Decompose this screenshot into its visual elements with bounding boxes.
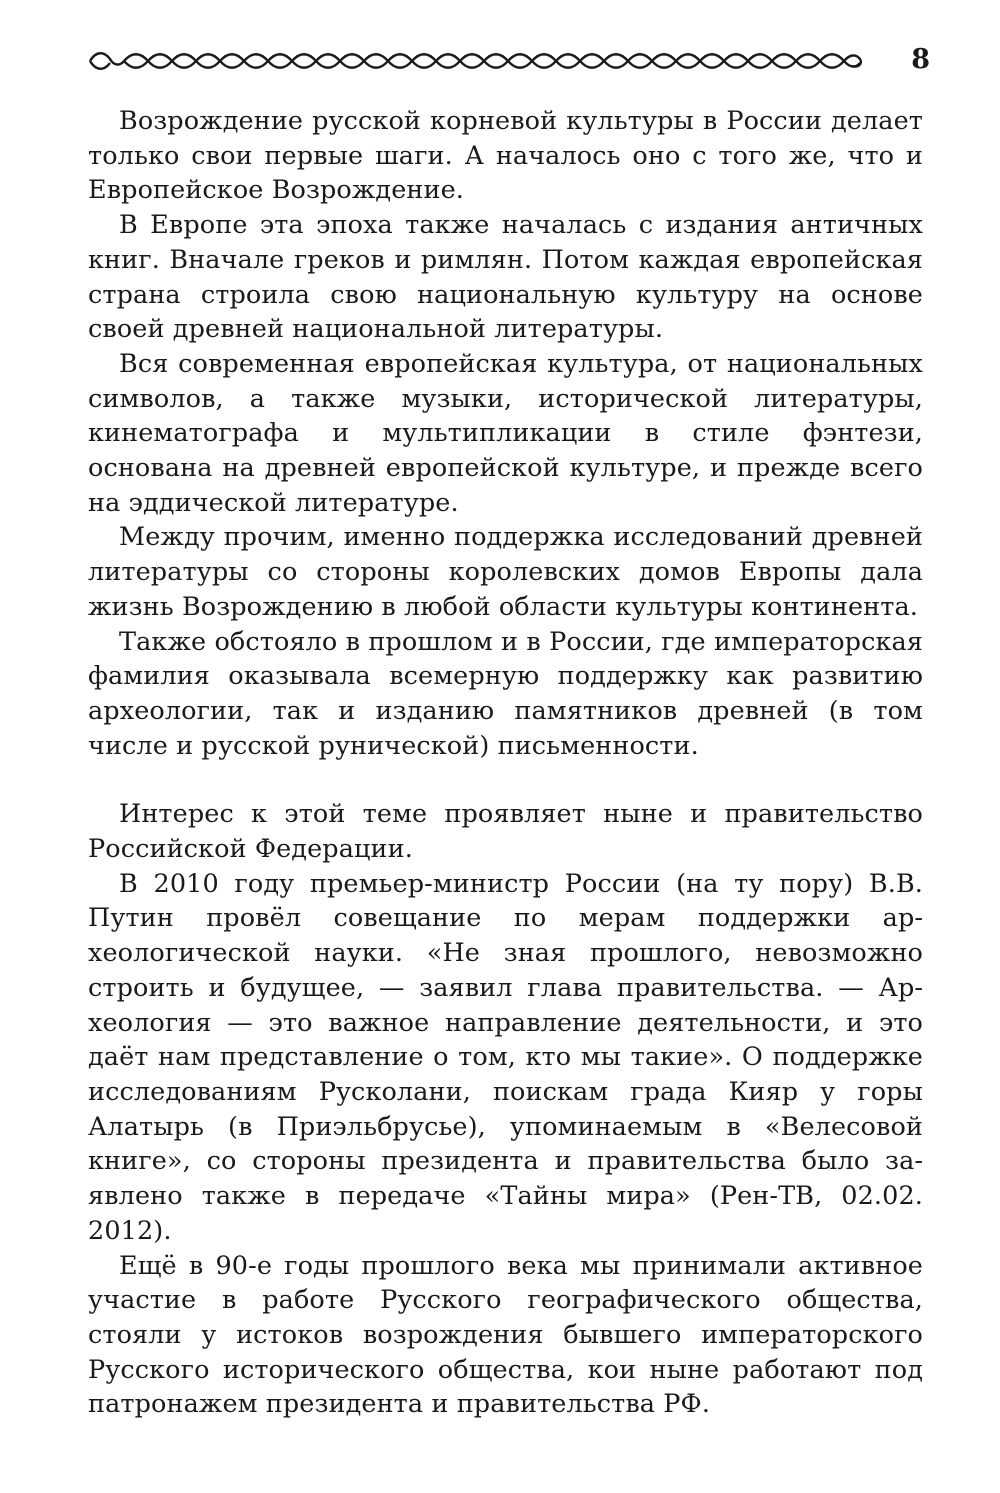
paragraph: В 2010 году премьер-министр России (на ту пору) В.В. Путин провёл совещание по мерам поддержки археологической науки. «Не зная прошлого, невозможно строить и будущее, — заявил глава правительства. — Археология — это важное направление деятельности, и это даёт нам представление о том, кто мы такие». О поддержке исследованиям Русколани, поискам града Кияр у горы Алатырь (в Приэльбрусье), упоминаемым в «Велесовой книге», со стороны президента и правительства было заявлено также в передаче «Тайны мира» (Рен-ТВ, 02.02. 2012). [88,868,923,1246]
paragraph: В Европе эта эпоха также началась с издания античных книг. Вначале греков и римлян. Потом каждая европейская страна строила свою национальную культуру на основе своей древней национальной литературы. [88,210,923,345]
paragraph: Интерес к этой теме проявляет ныне и правительство Российской Федерации. [88,799,923,865]
braided-rope-ornament-icon [88,46,863,76]
paragraph: Между прочим, именно поддержка исследований древней литературы со стороны королевских домов Европы дала жизнь Возрождению в любой области культуры континента. [88,522,923,622]
page-body [88,104,923,1422]
paragraph: Вся современная европейская культура, от национальных символов, а также музыки, исторической литературы, кинематографа и мультипликации в стиле фэнтези, основана на древней европейской культуре, и прежде всего на эддической литературе. [88,348,923,518]
paragraph: Ещё в 90-е годы прошлого века мы принимали активное участие в работе Русского географического общества, стояли у истоков возрождения бывшего императорского Русского исторического общества, кои ныне работают под патронажем президента и правительства РФ. [88,1250,923,1420]
paragraph: Возрождение русской корневой культуры в России делает только свои первые шаги. А началось оно с того же, что и Европейское Возрождение. [88,106,923,206]
page-number: 8 [911,44,930,75]
paragraph: Также обстояло в прошлом и в России, где императорская фамилия оказывала всемерную поддержку как развитию археологии, так и изданию памятников древней (в том числе и русской рунической) письменности. [88,626,923,761]
page-header [88,42,930,82]
